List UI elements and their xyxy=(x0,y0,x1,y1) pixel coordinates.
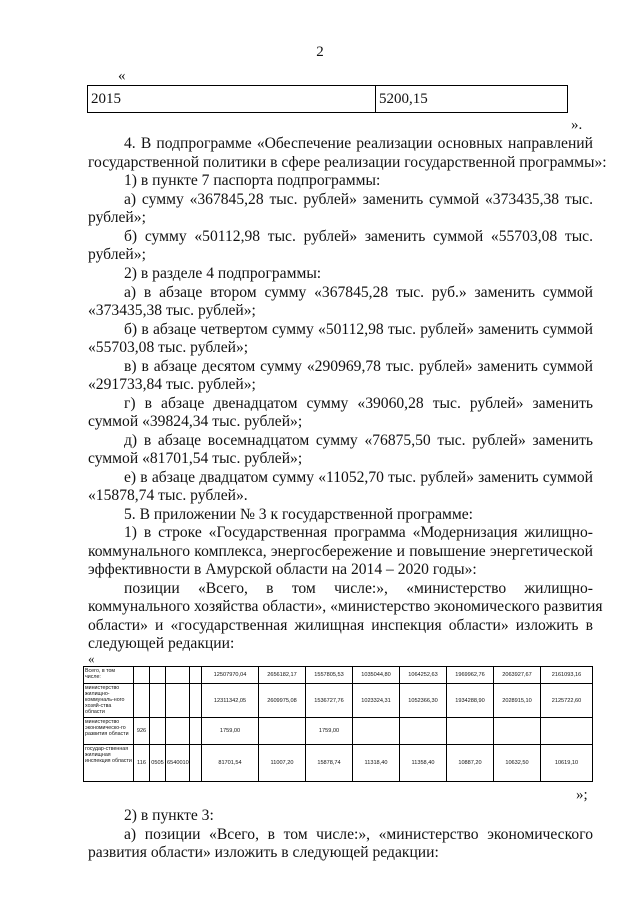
table-cell: 2609975,08 xyxy=(259,684,306,718)
table-cell: 6540010 xyxy=(166,745,190,782)
table-cell xyxy=(150,684,166,718)
text-line: 1) в пункте 7 паспорта подпрограммы: xyxy=(124,172,381,189)
table-cell xyxy=(400,718,447,745)
text-line: «55703,08 тыс. рублей»; xyxy=(88,339,249,356)
text-line: рублей»; xyxy=(88,209,146,226)
text-line: государственной политики в сфере реализации государственной программы»: xyxy=(88,154,607,171)
text-line: 1) в строке «Государственная программа «Модернизация жилищно- xyxy=(124,524,593,541)
text-line: а) в абзаце втором сумму «367845,28 тыс. руб.» заменить суммой xyxy=(124,284,593,301)
text-line: в) в абзаце десятом сумму «290969,78 тыс. рублей» заменить суммой xyxy=(124,358,593,375)
table-cell xyxy=(134,684,150,718)
table-cell: 11318,40 xyxy=(353,745,400,782)
text-line: следующей редакции: xyxy=(88,635,235,652)
table-cell xyxy=(150,667,166,684)
text-line: развития области» изложить в следующей редакции: xyxy=(88,844,439,861)
text-line: д) в абзаце восемнадцатом сумму «76875,50 тыс. рублей» заменить xyxy=(124,432,593,449)
table-cell: 1969962,76 xyxy=(447,667,494,684)
text-line: г) в абзаце двенадцатом сумму «39060,28 тыс. рублей» заменить xyxy=(124,395,593,412)
text-line: суммой «81701,54 тыс. рублей»; xyxy=(88,450,303,467)
table-row xyxy=(84,667,593,684)
table-cell xyxy=(190,745,202,782)
table-cell xyxy=(190,718,202,745)
text-line: позиции «Всего, в том числе:», «министерство жилищно- xyxy=(124,580,593,597)
table-cell: 1934288,90 xyxy=(447,684,494,718)
table-cell xyxy=(353,718,400,745)
table-cell: 1064252,63 xyxy=(400,667,447,684)
table-cell xyxy=(166,718,190,745)
row-label: Всего, в том числе: xyxy=(84,667,134,684)
year-cell: 2015 xyxy=(88,86,376,113)
text-line: б) сумму «50112,98 тыс. рублей» заменить суммой «55703,08 тыс. xyxy=(124,228,593,245)
text-line: а) позиции «Всего, в том числе:», «министерство экономического xyxy=(124,826,593,843)
table-cell: 116 xyxy=(134,745,150,782)
table-cell: 1035044,80 xyxy=(353,667,400,684)
table-cell: 1557805,53 xyxy=(306,667,353,684)
text-line: 4. В подпрограмме «Обеспечение реализации основных направлений xyxy=(124,135,593,152)
table-row xyxy=(84,684,593,718)
table-cell: 1759,00 xyxy=(306,718,353,745)
table-cell: 11007,20 xyxy=(259,745,306,782)
table-cell: 1536727,76 xyxy=(306,684,353,718)
text-line: коммунального комплекса, энергосбережение и повышение энергетической xyxy=(88,543,593,560)
text-line: «15878,74 тыс. рублей». xyxy=(88,487,248,504)
text-line: рублей»; xyxy=(88,246,146,263)
text-line: коммунального хозяйства области», «министерство экономического развития xyxy=(88,598,603,615)
table-cell: 2028915,10 xyxy=(494,684,541,718)
table-cell: 10887,20 xyxy=(447,745,494,782)
table-cell: 1023324,31 xyxy=(353,684,400,718)
table-cell: 926 xyxy=(134,718,150,745)
table-cell xyxy=(494,718,541,745)
text-line: «291733,84 тыс. рублей»; xyxy=(88,376,256,393)
table-year-value xyxy=(87,85,568,113)
table-cell xyxy=(259,718,306,745)
row-label: государ-ственная жилищная инспекция области xyxy=(84,745,134,782)
table-cell: 10632,50 xyxy=(494,745,541,782)
table-cell: 12311342,05 xyxy=(202,684,259,718)
table-cell xyxy=(190,684,202,718)
table-cell xyxy=(447,718,494,745)
text-line: а) сумму «367845,28 тыс. рублей» заменить суммой «373435,38 тыс. xyxy=(124,191,593,208)
row-label: министерство экономическо-го развития области xyxy=(84,718,134,745)
table-cell: 10619,10 xyxy=(541,745,593,782)
text-line: суммой «39824,34 тыс. рублей»; xyxy=(88,413,303,430)
text-line: «373435,38 тыс. рублей»; xyxy=(88,302,256,319)
table-cell xyxy=(134,667,150,684)
row-label: министерство жилищно-коммуналь-ного хозяй-ства области xyxy=(84,684,134,718)
table2-quote-close: »; xyxy=(576,787,588,803)
table-cell xyxy=(150,718,166,745)
quote-open: « xyxy=(118,68,126,84)
text-line: 5. В приложении № 3 к государственной программе: xyxy=(124,506,474,523)
table-row xyxy=(84,745,593,782)
table-cell: 2063927,67 xyxy=(494,667,541,684)
table-cell: 1052366,30 xyxy=(400,684,447,718)
text-line: е) в абзаце двадцатом сумму «11052,70 тыс. рублей» заменить суммой xyxy=(124,469,593,486)
text-line: эффективности в Амурской области на 2014 – 2020 годы»: xyxy=(88,561,477,578)
table-cell: 0505 xyxy=(150,745,166,782)
text-line: 2) в разделе 4 подпрограммы: xyxy=(124,265,322,282)
value-cell: 5200,15 xyxy=(376,86,568,113)
table-cell: 11358,40 xyxy=(400,745,447,782)
table-cell: 15878,74 xyxy=(306,745,353,782)
table-cell xyxy=(190,667,202,684)
table-cell: 2125722,60 xyxy=(541,684,593,718)
page-number: 2 xyxy=(316,44,324,60)
table-cell: 12507970,04 xyxy=(202,667,259,684)
text-line: области» и «государственная жилищная инспекция области» изложить в xyxy=(88,617,593,634)
table-cell xyxy=(166,667,190,684)
budget-table xyxy=(83,666,593,782)
table-cell: 2656182,17 xyxy=(259,667,306,684)
table-row xyxy=(84,718,593,745)
text-line: 2) в пункте 3: xyxy=(124,807,214,824)
table-cell xyxy=(541,718,593,745)
table2-quote-open: « xyxy=(88,651,95,666)
table-cell xyxy=(166,684,190,718)
table-cell: 81701,54 xyxy=(202,745,259,782)
text-line: б) в абзаце четвертом сумму «50112,98 тыс. рублей» заменить суммой xyxy=(124,321,593,338)
table-cell: 2161093,16 xyxy=(541,667,593,684)
table-cell: 1759,00 xyxy=(202,718,259,745)
quote-close: ». xyxy=(571,117,583,133)
